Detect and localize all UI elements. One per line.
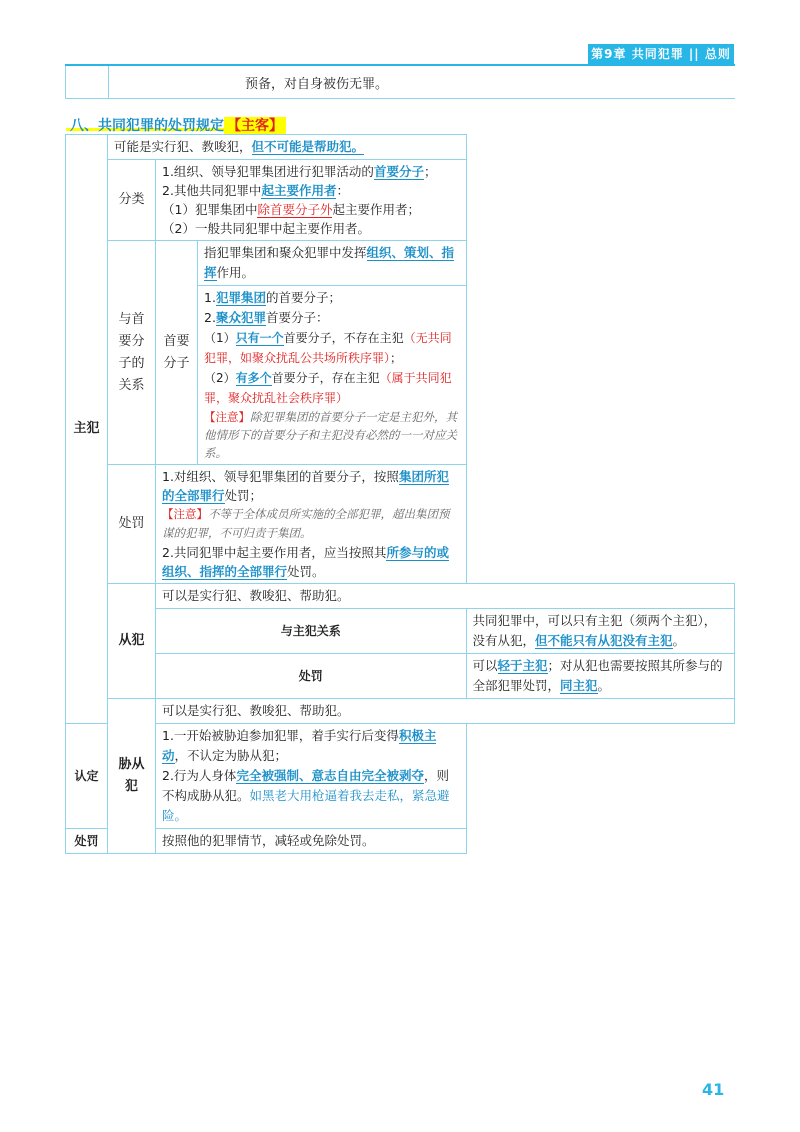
text: 2.其他共同犯罪中	[162, 183, 262, 198]
red-text: （属于共同犯罪，聚众扰乱社会秩序罪）	[204, 371, 452, 405]
zhufan-label: 主犯	[66, 135, 108, 724]
highlight-text: 犯罪集团	[215, 290, 266, 305]
table-row	[66, 829, 735, 854]
highlight-text: 聚众犯罪	[215, 310, 266, 325]
note-text	[204, 408, 460, 462]
highlight-text: 同主犯	[560, 678, 598, 693]
shouyao-label: 首要分子	[156, 241, 198, 465]
text: 共同犯罪中，可以只有主犯（须两个主犯），没有从犯，	[472, 613, 717, 648]
text: 可以	[472, 658, 498, 673]
text: 处罚。	[287, 564, 325, 579]
note-tag: 【注意】	[162, 507, 208, 521]
xiecong-rd-label: 认定	[66, 724, 108, 829]
table-row	[66, 584, 735, 609]
congfan-label: 从犯	[108, 584, 156, 699]
highlight-text: 首要分子	[373, 164, 424, 179]
shouyao-definition	[198, 241, 467, 286]
text: ；	[390, 351, 403, 365]
text: 指犯罪集团和聚众犯罪中发挥	[204, 245, 367, 260]
congfan-rel-label: 与主犯关系	[156, 609, 467, 654]
zhufan-intro	[108, 135, 467, 160]
table-row	[66, 654, 735, 699]
text: 首要分子，不存在主犯	[283, 331, 404, 345]
highlight-text: 起主要作用者	[261, 183, 337, 198]
text: （1）	[204, 331, 236, 345]
section-title-text: 八、共同犯罪的处罚规定	[70, 118, 224, 134]
xiecong-rd-content	[156, 724, 467, 829]
table-row	[66, 160, 735, 241]
highlight-text: 积极主动	[162, 728, 437, 763]
text: 除犯罪集团的首要分子一定是主犯外，其他情形下的首要分子和主犯没有必然的一一对应关系。	[204, 410, 457, 460]
section-title	[70, 115, 286, 135]
text: 的首要分子；	[265, 290, 341, 305]
text: （1）犯罪集团中	[162, 202, 258, 217]
text: 1.组织、领导犯罪集团进行犯罪活动的	[162, 164, 374, 179]
text: 2.行为人身体	[162, 768, 237, 783]
blue-text: 如黑老大用枪逼着我去走私，紧急避险。	[162, 788, 450, 823]
table-row	[66, 724, 735, 829]
highlight-text: 集团所犯的全部罪行	[162, 469, 449, 503]
xiecong-pun-label: 处罚	[66, 829, 108, 854]
highlight-text: 组织、策划、指挥	[204, 245, 455, 280]
note-text	[162, 505, 460, 543]
congfan-intro: 可以是实行犯、教唆犯、帮助犯。	[156, 584, 735, 609]
text: 起主要作用者；	[332, 202, 420, 217]
page-number: 41	[702, 1080, 725, 1099]
red-text: 除首要分子外	[257, 202, 333, 217]
shouyao-content	[198, 286, 467, 465]
text: 2.共同犯罪中起主要作用者，应当按照其	[162, 545, 387, 560]
text: 。	[672, 633, 686, 648]
table-row	[66, 465, 735, 584]
xiecong-label: 胁从犯	[108, 699, 156, 854]
guanxi-label: 与首要分子的关系	[108, 241, 156, 465]
section-tag: 【主客】	[224, 117, 286, 135]
congfan-pun-label: 处罚	[156, 654, 467, 699]
text: 可能是实行犯、教唆犯，	[114, 139, 252, 154]
table-row	[66, 699, 735, 724]
previous-row-text: 预备，对自身被伤无罪。	[245, 77, 389, 92]
text: 不等于全体成员所实施的全部犯罪，超出集团预谋的犯罪，不可归责于集团。	[162, 507, 450, 540]
highlight-text: 但不能只有从犯没有主犯	[535, 633, 673, 648]
congfan-pun-content	[466, 654, 735, 699]
text: 首要分子：	[265, 310, 329, 325]
text: ：	[336, 183, 349, 198]
note-tag: 【注意】	[204, 410, 250, 424]
highlight-text: 所参与的或组织、指挥的全部罪行	[162, 545, 449, 579]
text: 处罚；	[224, 488, 263, 503]
text: ；对从犯也需要按照其所参与的全部犯罪处罚，	[472, 658, 723, 693]
table-row	[66, 609, 735, 654]
text: 2.	[204, 310, 216, 325]
text: （2）	[204, 371, 236, 385]
red-text: （无共同犯罪，如聚众扰乱公共场所秩序罪）	[204, 331, 452, 365]
highlight-text: 有多个	[235, 371, 272, 385]
chapter-badge: 第9章 共同犯罪 || 总则	[588, 44, 734, 64]
text: 首要分子，存在主犯	[271, 371, 380, 385]
text: ，不认定为胁从犯；	[174, 748, 288, 763]
text: 1.	[204, 290, 216, 305]
table-row	[66, 135, 735, 160]
xiecong-intro: 可以是实行犯、教唆犯、帮助犯。	[156, 699, 735, 724]
table-row	[66, 241, 735, 286]
text: （2）一般共同犯罪中起主要作用者。	[162, 221, 370, 236]
highlight-text: 但不可能是帮助犯。	[251, 139, 365, 154]
chufa-content	[156, 465, 467, 584]
highlight-text: 只有一个	[235, 331, 284, 345]
punishment-table	[65, 134, 735, 854]
fenlei-content	[156, 160, 467, 241]
text: 。	[597, 678, 611, 693]
highlight-text: 轻于主犯	[497, 658, 548, 673]
text: 1.一开始被胁迫参加犯罪，着手实行后变得	[162, 728, 399, 743]
highlight-text: 完全被强制、意志自由完全被剥夺	[236, 768, 424, 783]
fenlei-label: 分类	[108, 160, 156, 241]
text: 作用。	[216, 265, 255, 280]
congfan-rel-content	[466, 609, 735, 654]
chufa-label: 处罚	[108, 465, 156, 584]
text: ，则不构成胁从犯。	[162, 768, 449, 803]
text: 1.对组织、领导犯罪集团的首要分子，按照	[162, 469, 399, 484]
previous-table-row	[65, 66, 735, 99]
text: ；	[423, 164, 437, 179]
previous-row-cell	[65, 66, 109, 98]
xiecong-pun-content: 按照他的犯罪情节，减轻或免除处罚。	[156, 829, 467, 854]
